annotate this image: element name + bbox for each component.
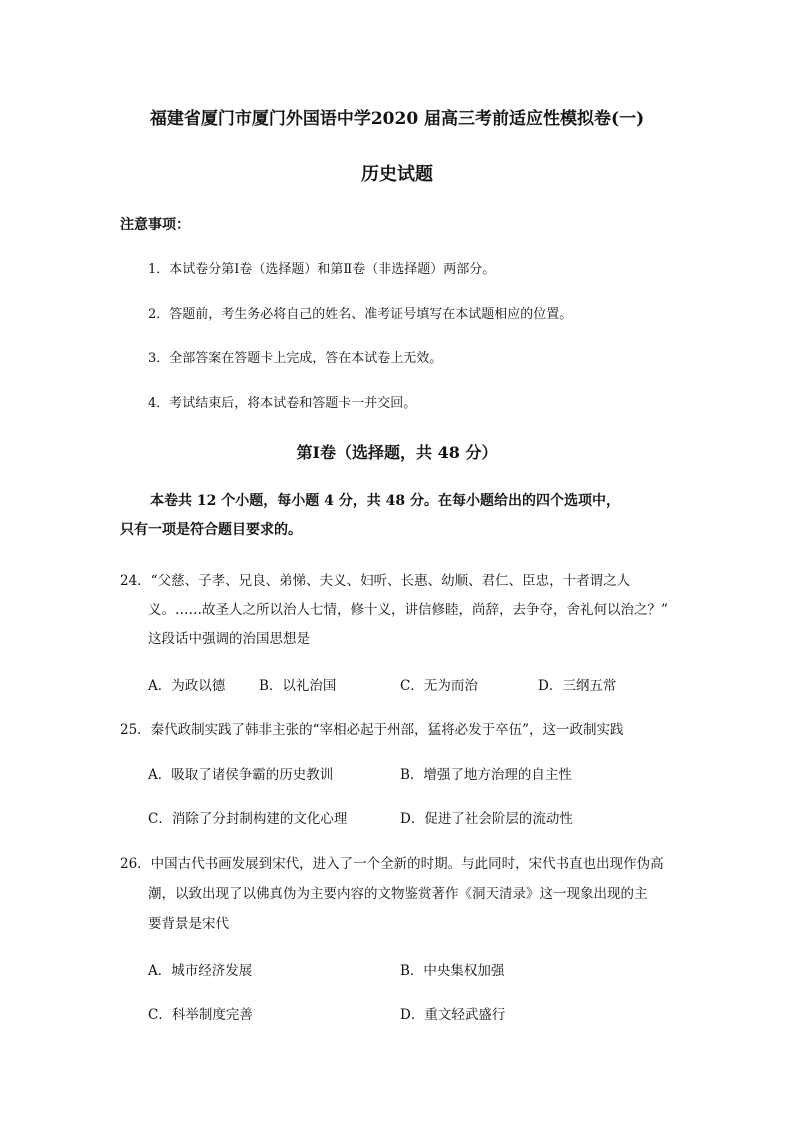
question-25-line-1: 25．秦代政制实践了韩非主张的“宰相必起于州部，猛将必发于卒伍”，这一政制实践 bbox=[120, 722, 624, 738]
question-24-line-2: 义。……故圣人之所以治人七情，修十义，讲信修睦，尚辞，去争夺，舍礼何以治之？” bbox=[148, 602, 668, 618]
question-25-option-b: B．增强了地方治理的自主性 bbox=[400, 767, 572, 783]
question-25-option-a: A．吸取了诸侯争霸的历史教训 bbox=[148, 767, 334, 783]
question-24-option-c: C．无为而治 bbox=[400, 678, 478, 694]
section-instruction-line2: 只有一项是符合题目要求的。 bbox=[120, 522, 302, 538]
exam-title: 福建省厦门市厦门外国语中学2020 届高三考前适应性模拟卷(一) bbox=[149, 109, 645, 129]
question-26-option-d: D．重文轻武盛行 bbox=[400, 1007, 506, 1023]
exam-subtitle: 历史试题 bbox=[361, 164, 433, 185]
question-24-option-b: B．以礼治国 bbox=[259, 678, 337, 694]
question-25-option-c: C．消除了分封制构建的文化心理 bbox=[148, 811, 348, 827]
question-26-line-3: 要背景是宋代 bbox=[148, 916, 229, 932]
question-26-option-a: A．城市经济发展 bbox=[148, 963, 253, 979]
question-26-line-2: 潮，以致出现了以佛真伪为主要内容的文物鉴赏著作《洞天清录》这一现象出现的主 bbox=[148, 886, 648, 902]
notice-item-3: 3．全部答案在答题卡上完成，答在本试卷上无效。 bbox=[148, 351, 443, 366]
question-26-line-1: 26．中国古代书画发展到宋代，进入了一个全新的时期。与此同时，宋代书直也出现作伪高 bbox=[120, 856, 664, 872]
question-24-option-d: D．三纲五常 bbox=[538, 678, 617, 694]
question-26-option-c: C．科举制度完善 bbox=[148, 1007, 253, 1023]
section-instruction-line1: 本卷共 12 个小题，每小题 4 分，共 48 分。在每小题给出的四个选项中， bbox=[150, 493, 620, 509]
question-26-option-b: B．中央集权加强 bbox=[400, 963, 505, 979]
question-24-line-3: 这段话中强调的治国思想是 bbox=[148, 631, 310, 647]
question-25-option-d: D．促进了社会阶层的流动性 bbox=[400, 811, 573, 827]
notice-item-1: 1．本试卷分第Ⅰ卷（选择题）和第Ⅱ卷（非选择题）两部分。 bbox=[148, 262, 496, 277]
question-24-option-a: A．为政以德 bbox=[148, 678, 226, 694]
section-title: 第Ⅰ卷（选择题，共 48 分） bbox=[296, 443, 498, 462]
question-24-line-1: 24．“父慈、子孝、兄良、弟悌、夫义、妇听、长惠、幼顺、君仁、臣忠，十者谓之人 bbox=[120, 573, 631, 589]
notice-heading: 注意事项： bbox=[120, 217, 190, 233]
notice-item-4: 4．考试结束后，将本试卷和答题卡一并交回。 bbox=[148, 396, 417, 411]
notice-item-2: 2．答题前，考生务必将自己的姓名、准考证号填写在本试题相应的位置。 bbox=[148, 307, 573, 322]
